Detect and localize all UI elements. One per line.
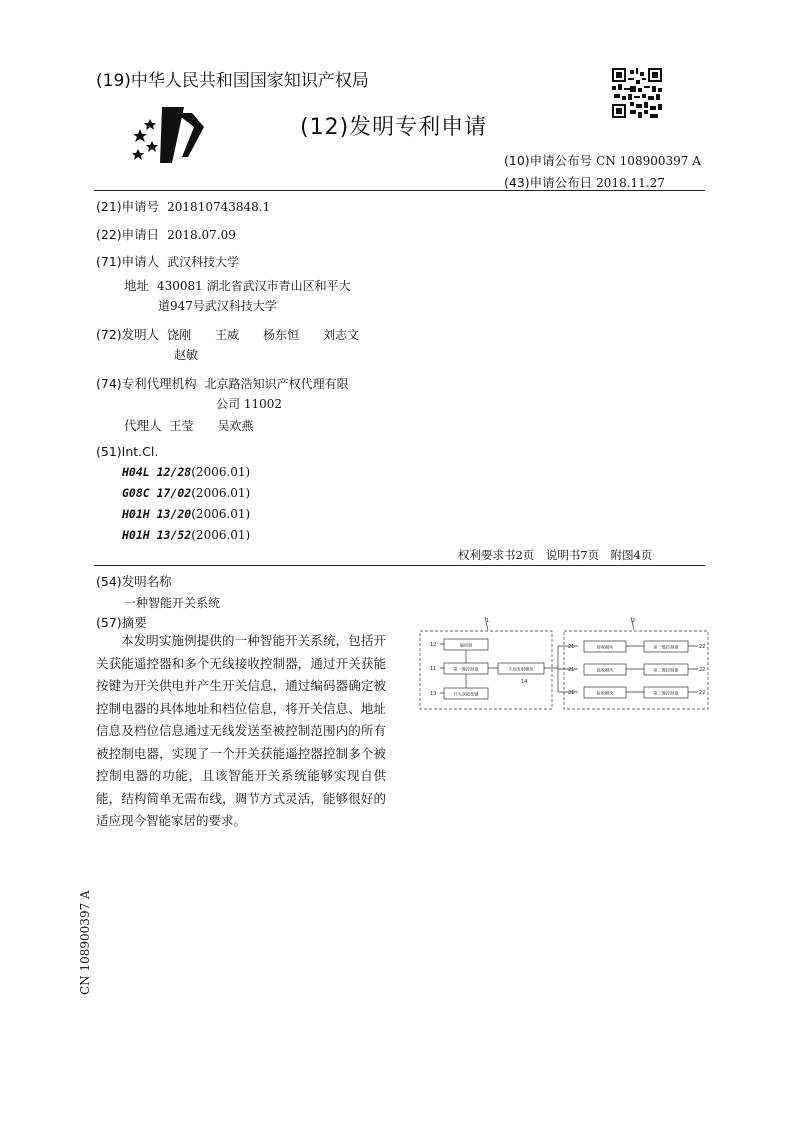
document-type: (12)发明专利申请: [300, 115, 488, 140]
agency-row: [96, 374, 349, 392]
diagram-ref: 14: [521, 679, 528, 685]
applicant-label: (71)申请人: [96, 254, 160, 269]
diagram-label: 第三微控制器: [653, 690, 679, 696]
address-line-1: 430081 湖北省武汉市青山区和平大: [157, 279, 351, 293]
diagram-label: 第二微控制器: [653, 667, 679, 673]
diagram-ref: 11: [430, 666, 437, 672]
inventors-line-2: 赵敏: [174, 348, 199, 362]
publication-date: 2018.11.27: [596, 176, 665, 190]
diagram-leaders: [485, 617, 634, 630]
application-date-row: [96, 225, 236, 243]
application-number-row: [96, 197, 270, 215]
diagram-ref: 22: [699, 644, 706, 650]
applicant-row: [96, 252, 239, 270]
diagram-label: 接收模块: [596, 667, 614, 673]
diagram-ref: 21: [568, 690, 575, 696]
diagram-ref: 22: [699, 667, 706, 673]
abstract-drawing: [418, 617, 710, 713]
logo-star-3: [132, 149, 144, 160]
agency-line-1: 北京路浩知识产权代理有限: [204, 377, 349, 391]
application-number: 201810743848.1: [167, 200, 271, 214]
logo-star-4: [146, 141, 158, 152]
diagram-ref: 21: [568, 667, 575, 673]
int-cl-label: (51)Int.Cl.: [96, 444, 159, 459]
diagram-label: 无线发射模块: [508, 666, 534, 672]
applicant: 武汉科技大学: [167, 255, 240, 269]
publication-date-row: [504, 173, 665, 191]
ipc-entry: G08C 17/02(2006.01): [122, 486, 251, 500]
application-date-label: (22)申请日: [96, 227, 160, 242]
publication-number-label: (10)申请公布号: [504, 153, 593, 168]
cnipa-logo: [132, 105, 214, 167]
diagram-ref: 2: [632, 618, 636, 624]
address-line-2: 道947号武汉科技大学: [158, 299, 277, 313]
diagram-label: 开关获能按键: [453, 691, 479, 697]
diagram-label: 接收模块: [596, 690, 614, 696]
biblio-divider: [94, 565, 705, 566]
publication-number-row: [504, 151, 701, 169]
address-label: 地址: [124, 278, 150, 293]
agents: 王莹 吴欢燕: [169, 419, 254, 433]
diagram-ref: 22: [699, 690, 706, 696]
diagram-label: 第一微控制器: [653, 644, 679, 650]
qr-code: [612, 68, 662, 118]
agent-label: 代理人: [124, 418, 162, 433]
publication-number: CN 108900397 A: [596, 154, 701, 168]
agency-label: (74)专利代理机构: [96, 376, 197, 391]
ipc-entry: H01H 13/52(2006.01): [122, 528, 251, 542]
diagram-label: 编码器: [459, 642, 473, 648]
diagram-ref: 12: [430, 642, 437, 648]
abstract-text: [96, 630, 386, 833]
abstract-paragraph: 本发明实施例提供的一种智能开关系统，包括开关获能遥控器和多个无线接收控制器，通过开关获能按键为开关供电并产生开关信息，通过编码器确定被控制电器的具体地址和档位信息，将开关信息、地址信息及档位信息通过无线发送至被控制范围内的所有被控制电器，实现了一个开关获能遥控器控制多个被控制电器的功能，且该智能开关系统能够实现自供能，结构简单无需布线，调节方式灵活，能够很好的适应现今智能家居的要求。: [96, 633, 386, 828]
agent-row: [124, 416, 254, 434]
diagram-ref: 1: [486, 618, 490, 624]
invention-title: 一种智能开关系统: [124, 596, 221, 610]
invention-title-label: (54)发明名称: [96, 574, 172, 589]
header-divider: [94, 190, 705, 191]
receiver-frame: [564, 631, 708, 709]
inventors-line-1: 饶刚 王威 杨东恒 刘志文: [167, 328, 360, 342]
logo-star-1: [133, 129, 147, 142]
address-row: [124, 276, 351, 294]
diagram-ref: 21: [568, 644, 575, 650]
ipc-entry: H01H 13/20(2006.01): [122, 507, 251, 521]
inventor-row: [96, 325, 359, 343]
application-number-label: (21)申请号: [96, 199, 160, 214]
application-date: 2018.07.09: [167, 228, 236, 242]
ipc-entry: H04L 12/28(2006.01): [122, 465, 251, 479]
diagram-ref: 13: [430, 691, 437, 697]
side-publication-number: CN 108900397 A: [78, 890, 92, 995]
office-name: (19)中华人民共和国国家知识产权局: [96, 71, 369, 91]
page-counts: 权利要求书2页 说明书7页 附图4页: [458, 548, 653, 562]
agency-line-2: 公司 11002: [216, 397, 282, 411]
diagram-label: 接收模块: [596, 644, 614, 650]
publication-date-label: (43)申请公布日: [504, 175, 593, 190]
abstract-label: (57)摘要: [96, 615, 147, 630]
logo-star-2: [144, 119, 156, 130]
diagram-label: 第一微控制器: [453, 666, 479, 672]
inventor-label: (72)发明人: [96, 327, 160, 342]
